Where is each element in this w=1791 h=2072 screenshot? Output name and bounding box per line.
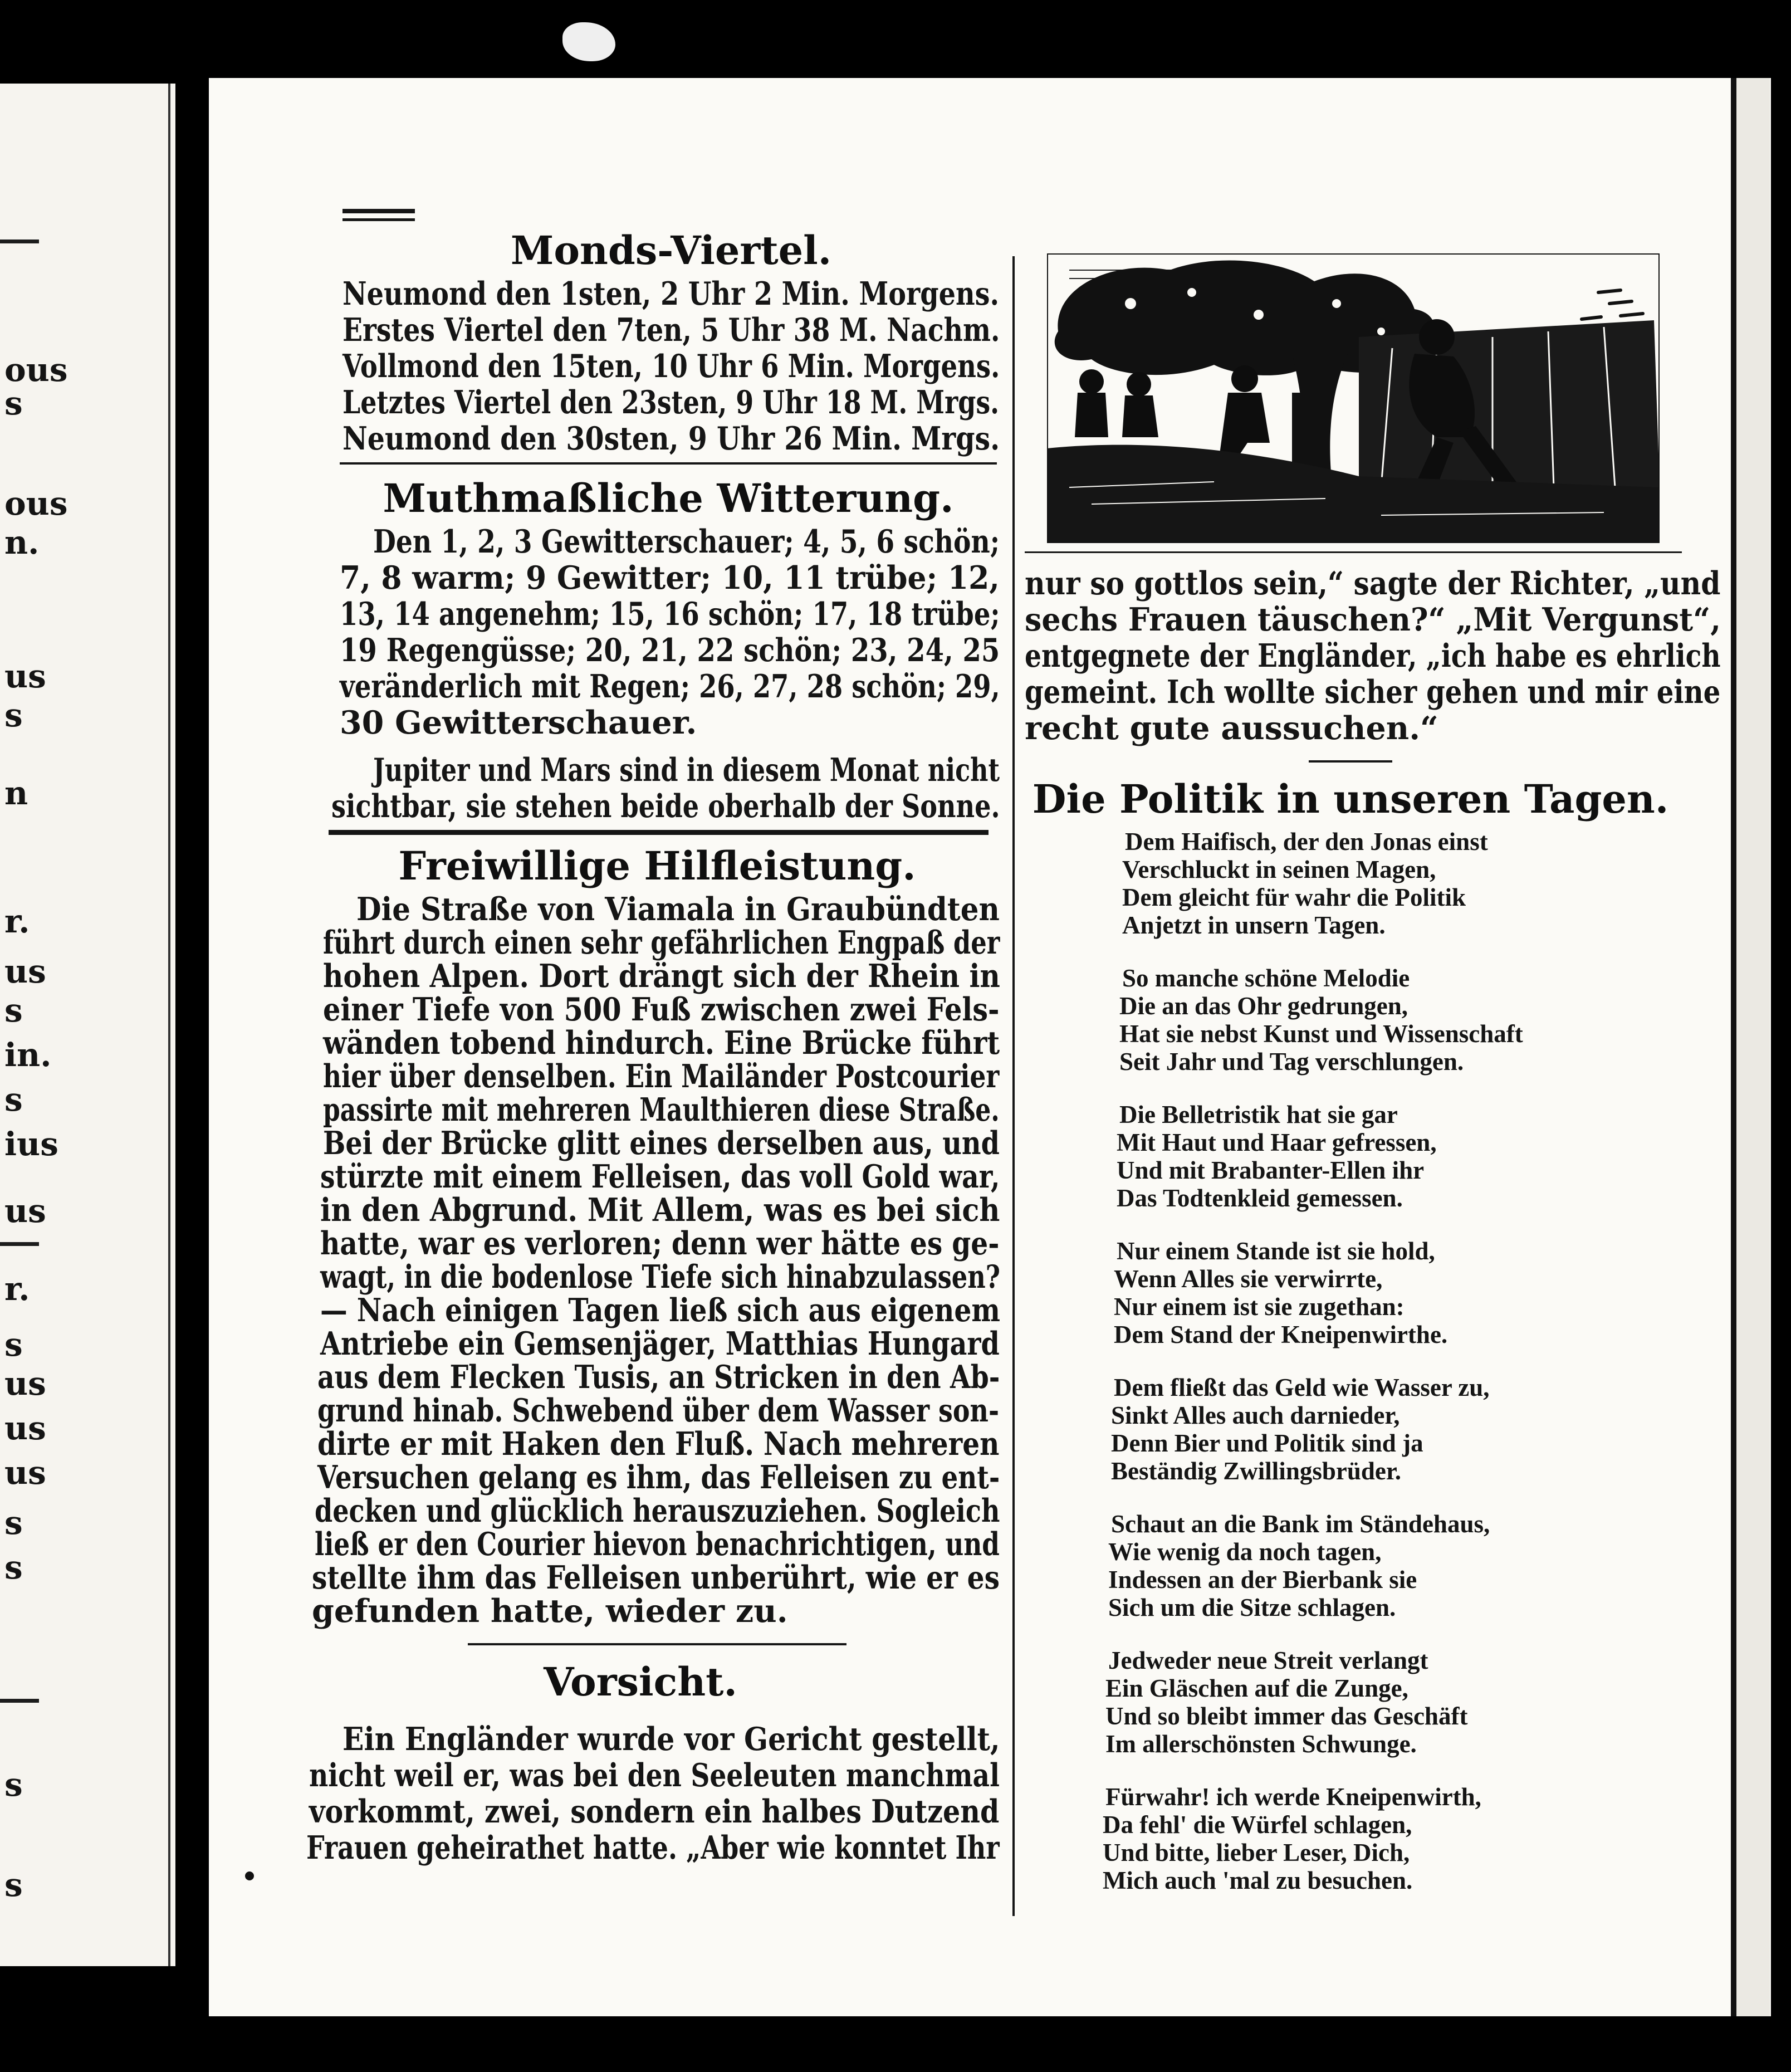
hilfleistung-line: decken und glücklich herauszuziehen. Sogleich (315, 1492, 1000, 1529)
left-page-fragment (0, 84, 175, 1966)
left-fragment: us (4, 1192, 46, 1230)
section-rule-thick (329, 830, 989, 835)
poem-line: Mit Haut und Haar gefressen, (1117, 1128, 1437, 1156)
hilfleistung-line: — Nach einigen Tagen ließ sich aus eigenem (320, 1292, 1001, 1329)
poem-line: Beständig Zwillingsbrüder. (1111, 1457, 1401, 1485)
left-fragment: n. (4, 524, 40, 561)
poem-line: Jedweder neue Streit verlangt (1108, 1646, 1428, 1674)
left-fragment: r. (4, 1270, 30, 1308)
vorsicht-continuation-line: gemeint. Ich wollte sicher gehen und mir eine (1025, 673, 1721, 711)
left-fragment: us (4, 1454, 46, 1492)
woodcut-rule (1025, 551, 1682, 553)
vorsicht-continuation-line: sechs Frauen täuschen?“ „Mit Vergunst“, (1025, 601, 1721, 638)
vorsicht-heading: Vorsicht. (544, 1659, 737, 1705)
left-fragment: ous (4, 351, 68, 389)
poem-line: Dem fließt das Geld wie Wasser zu, (1114, 1374, 1490, 1401)
poem-line: Ein Gläschen auf die Zunge, (1105, 1674, 1408, 1702)
hilfleistung-line: einer Tiefe von 500 Fuß zwischen zwei Fels- (323, 991, 1000, 1028)
left-fragment: s (4, 696, 23, 734)
left-rule (0, 240, 39, 243)
politik-heading: Die Politik in unseren Tagen. (1032, 776, 1669, 822)
hilfleistung-line: hatte, war es verloren; denn wer hätte es ge- (320, 1225, 1000, 1262)
left-fragment: r. (4, 902, 30, 940)
poem-line: Die Belletristik hat sie gar (1119, 1101, 1398, 1128)
top-rule (342, 218, 415, 221)
hilfleistung-line: dirte er mit Haken den Fluß. Nach mehreren (317, 1425, 1000, 1463)
witterung-line: 19 Regengüsse; 20, 21, 22 schön; 23, 24, 25 (340, 632, 1000, 669)
hilfleistung-line: Antriebe ein Gemsenjäger, Matthias Hungard (320, 1325, 1000, 1362)
poem-line: Im allerschönsten Schwunge. (1105, 1730, 1417, 1758)
poem-line: Fürwahr! ich werde Kneipenwirth, (1105, 1783, 1481, 1811)
vorsicht-continuation-line: recht gute aussuchen.“ (1025, 710, 1438, 747)
left-fragment: s (4, 384, 23, 422)
poem-line: Hat sie nebst Kunst und Wissenschaft (1119, 1020, 1523, 1048)
poem-line: Wenn Alles sie verwirrte, (1114, 1265, 1383, 1293)
poem-line: Mich auch 'mal zu besuchen. (1103, 1866, 1413, 1894)
hilfleistung-line: wagt, in die bodenlose Tiefe sich hinabzulassen? (320, 1258, 1001, 1296)
vorsicht-line: Frauen geheirathet hatte. „Aber wie konntet Ihr (306, 1829, 1000, 1866)
poem-line: Wie wenig da noch tagen, (1108, 1538, 1382, 1566)
left-fragment: ous (4, 485, 68, 522)
poem-line: Die an das Ohr gedrungen, (1119, 992, 1408, 1020)
woodcut-harvest-illustration (1047, 253, 1660, 543)
vorsicht-continuation-line: nur so gottlos sein,“ sagte der Richter, „und (1025, 565, 1721, 602)
poem-line: Und mit Brabanter-Ellen ihr (1117, 1156, 1425, 1184)
hilfleistung-line: Versuchen gelang es ihm, das Felleisen zu ent- (317, 1459, 1000, 1496)
poem-line: Und bitte, lieber Leser, Dich, (1103, 1839, 1410, 1866)
witterung-line: Den 1, 2, 3 Gewitterschauer; 4, 5, 6 schön; (373, 523, 1000, 560)
poem-line: Sinkt Alles auch darnieder, (1111, 1401, 1400, 1429)
left-fragment: us (4, 657, 46, 695)
section-rule (340, 462, 997, 465)
vorsicht-line: vorkommt, zwei, sondern ein halbes Dutzend (309, 1793, 1000, 1830)
page-right-border (1731, 78, 1736, 2016)
poem-line: Sich um die Sitze schlagen. (1108, 1594, 1396, 1621)
page-outer-margin (1736, 78, 1770, 2016)
poem-line: Seit Jahr und Tag verschlungen. (1119, 1048, 1464, 1076)
column-divider (1012, 256, 1015, 1916)
hilfleistung-line: in den Abgrund. Mit Allem, was es bei sich (320, 1191, 1000, 1229)
witterung-heading: Muthmaßliche Witterung. (383, 475, 954, 521)
mondsviertel-line: Neumond den 1sten, 2 Uhr 2 Min. Morgens. (342, 275, 1000, 312)
left-fragment: s (4, 991, 23, 1029)
hilfleistung-line: aus dem Flecken Tusis, an Stricken in den Ab- (317, 1358, 1000, 1396)
ink-blot (562, 22, 615, 61)
left-fragment: n (4, 774, 28, 812)
short-rule (1309, 760, 1392, 763)
mondsviertel-line: Erstes Viertel den 7ten, 5 Uhr 38 M. Nachm. (342, 311, 1000, 349)
poem-line: Nur einem Stande ist sie hold, (1117, 1237, 1435, 1265)
left-fragment: us (4, 1409, 46, 1447)
left-fragment: us (4, 1365, 46, 1402)
hilfleistung-heading: Freiwillige Hilfleistung. (398, 843, 916, 889)
poem-line: Da fehl' die Würfel schlagen, (1103, 1811, 1412, 1839)
witterung-line: 30 Gewitterschauer. (340, 704, 697, 741)
left-rule (0, 1242, 39, 1246)
hilfleistung-line: passirte mit mehreren Maulthieren diese Straße. (323, 1091, 1000, 1128)
hilfleistung-line: ließ er den Courier hievon benachrichtigen, und (315, 1526, 1000, 1563)
witterung-note-line: Jupiter und Mars sind in diesem Monat nicht (373, 751, 1000, 789)
poem-line: Dem gleicht für wahr die Politik (1122, 883, 1466, 911)
left-fragment: s (4, 1866, 23, 1904)
mondsviertel-line: Neumond den 30sten, 9 Uhr 26 Min. Mrgs. (342, 420, 1000, 457)
left-fragment: us (4, 952, 46, 990)
hilfleistung-line: wänden tobend hindurch. Eine Brücke führt (323, 1024, 1000, 1062)
hilfleistung-line: stellte ihm das Felleisen unberührt, wie er es (312, 1559, 1000, 1596)
left-page-edge (168, 84, 170, 1966)
left-fragment: s (4, 1548, 23, 1586)
left-fragment: s (4, 1326, 23, 1364)
left-rule (0, 1699, 39, 1703)
mondsviertel-heading: Monds-Viertel. (510, 227, 832, 273)
hilfleistung-line: grund hinab. Schwebend über dem Wasser son- (317, 1392, 1000, 1429)
hilfleistung-line: stürzte mit einem Felleisen, das voll Gold war, (320, 1158, 1000, 1195)
left-fragment: s (4, 1766, 23, 1804)
poem-line: Dem Haifisch, der den Jonas einst (1125, 828, 1488, 856)
left-fragment: s (4, 1081, 23, 1118)
short-rule (468, 1643, 846, 1645)
hilfleistung-line: führt durch einen sehr gefährlichen Engpaß der (323, 924, 1000, 961)
poem-line: Nur einem ist sie zugethan: (1114, 1293, 1405, 1321)
hilfleistung-line: hohen Alpen. Dort drängt sich der Rhein in (323, 957, 1000, 995)
poem-line: Verschluckt in seinen Magen, (1122, 856, 1436, 883)
witterung-note-line: sichtbar, sie stehen beide oberhalb der Sonne. (331, 788, 1000, 825)
ink-dot (245, 1871, 254, 1880)
hilfleistung-line: gefunden hatte, wieder zu. (312, 1592, 788, 1630)
witterung-line: 13, 14 angenehm; 15, 16 schön; 17, 18 trübe; (340, 595, 1000, 633)
poem-line: Schaut an die Bank im Ständehaus, (1111, 1510, 1490, 1538)
mondsviertel-line: Letztes Viertel den 23sten, 9 Uhr 18 M. Mrgs. (342, 384, 1000, 421)
vorsicht-line: Ein Engländer wurde vor Gericht gestellt, (342, 1721, 1000, 1758)
poem-line: Anjetzt in unsern Tagen. (1122, 911, 1386, 939)
left-fragment: s (4, 1504, 23, 1542)
poem-line: Das Todtenkleid gemessen. (1117, 1184, 1403, 1212)
poem-line: So manche schöne Melodie (1122, 964, 1410, 992)
poem-line: Dem Stand der Kneipenwirthe. (1114, 1321, 1448, 1348)
hilfleistung-line: hier über denselben. Ein Mailänder Postcourier (323, 1058, 1000, 1095)
hilfleistung-line: Bei der Brücke glitt eines derselben aus, und (323, 1125, 1000, 1162)
poem-line: Und so bleibt immer das Geschäft (1105, 1702, 1468, 1730)
witterung-line: veränderlich mit Regen; 26, 27, 28 schön; 29, (340, 668, 1000, 705)
witterung-line: 7, 8 warm; 9 Gewitter; 10, 11 trübe; 12, (340, 559, 1000, 597)
poem-line: Denn Bier und Politik sind ja (1111, 1429, 1423, 1457)
vorsicht-line: nicht weil er, was bei den Seeleuten manchmal (309, 1757, 1000, 1794)
left-fragment: in. (4, 1036, 52, 1074)
mondsviertel-line: Vollmond den 15ten, 10 Uhr 6 Min. Morgens. (342, 348, 1000, 385)
poem-line: Indessen an der Bierbank sie (1108, 1566, 1417, 1594)
vorsicht-continuation-line: entgegnete der Engländer, „ich habe es ehrlich (1025, 637, 1721, 675)
top-rule (342, 209, 415, 213)
hilfleistung-line: Die Straße von Viamala in Graubündten (356, 891, 1000, 928)
left-fragment: ius (4, 1125, 58, 1163)
